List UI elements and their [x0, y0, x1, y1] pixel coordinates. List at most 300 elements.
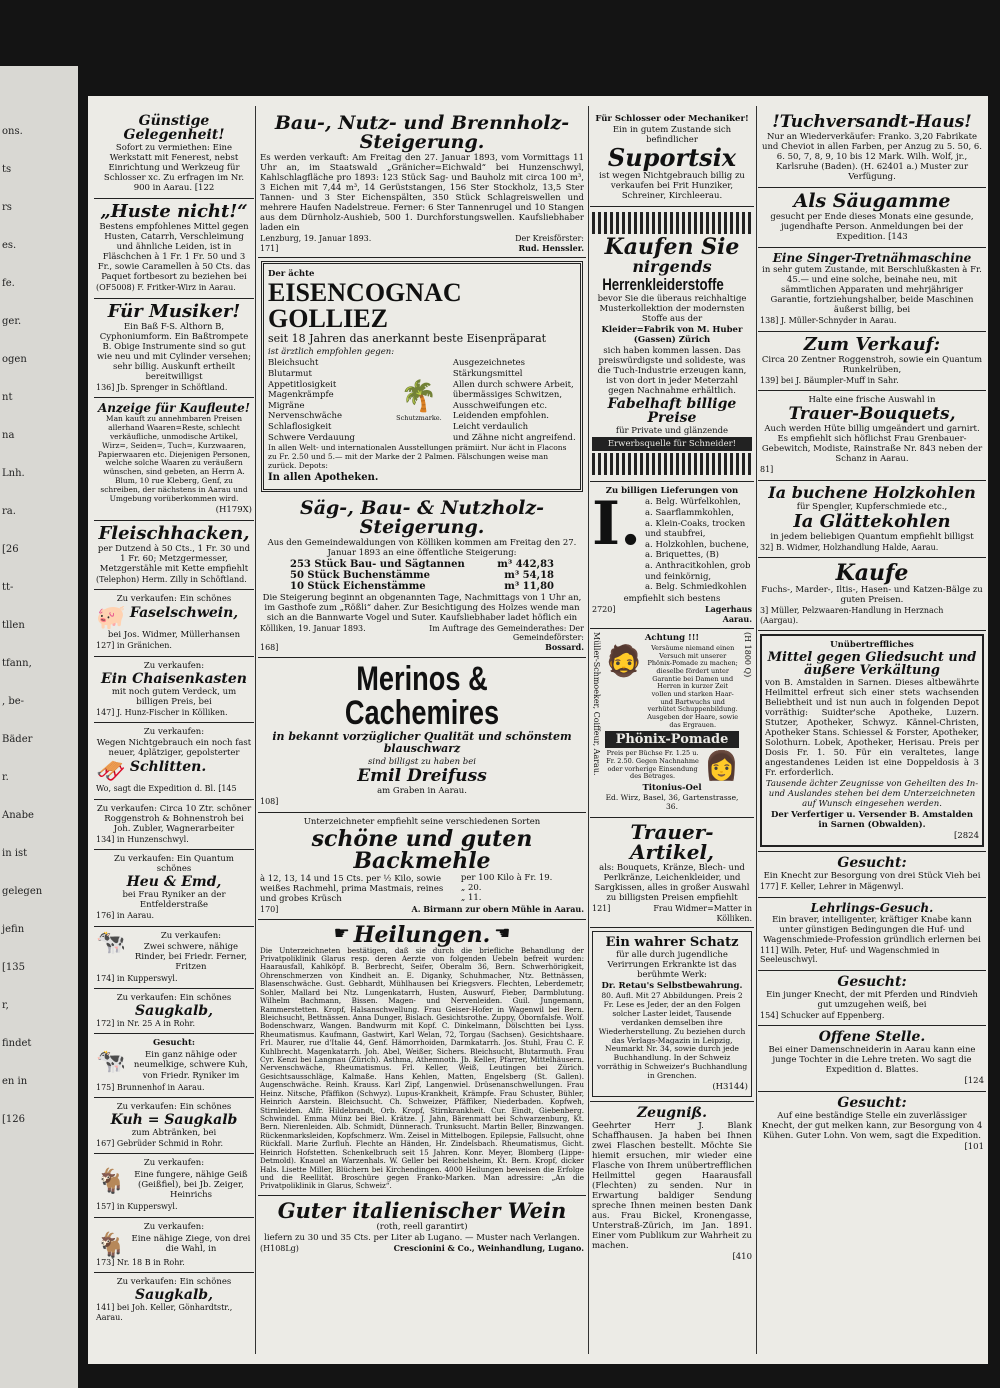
ad-signature: Crescionini & Co., Weinhandlung, Lugano. — [393, 1242, 584, 1253]
ad-title: Suportsix — [607, 143, 737, 173]
ad-phoenix-pomade — [590, 629, 754, 818]
lot-cell: 10 Stück Eichenstämme — [290, 580, 426, 592]
ad-ref: 81] — [760, 465, 774, 475]
ad-heilungen — [258, 920, 586, 1196]
ad-ref: (Telephon) Herm. Zilly in Schöftland. — [96, 574, 247, 584]
ad-intro: Der ächte — [268, 269, 315, 280]
ad-offene-stelle — [758, 1026, 986, 1092]
ad-body: Zu verkaufen: Circa 10 Ztr. schöner Roggenstroh & Bohnenstroh bei Joh. Zubler, Wagnerarbeiter — [96, 803, 252, 834]
ad-eisencognac — [261, 261, 583, 491]
column-1 — [94, 110, 254, 1354]
strip-fragment: ger. — [2, 316, 22, 327]
strip-fragment: ogen — [2, 354, 27, 365]
sleigh-icon: 🛷 — [96, 757, 126, 786]
ad-rinder — [94, 927, 254, 990]
ad-title: Offene Stelle. — [818, 1029, 926, 1046]
ad-signature: Rud. Henssler. — [518, 242, 584, 253]
ad-ref: (H179X) — [215, 504, 252, 515]
ad-ref: 172] in Nr. 25 A in Rohr. — [96, 1019, 195, 1029]
ad-body: liefern zu 30 und 35 Cts. per Liter ab Lugano. — Muster nach Verlangen. — [264, 1232, 580, 1243]
ad-ref: [101 — [964, 1142, 984, 1153]
palm-trademark-icon: 🌴 — [400, 379, 438, 415]
ad-title: schöne und guten Backmehle — [311, 825, 533, 874]
ad-ref: 141] bei Joh. Keller, Gönhardtstr., Aarau. — [96, 1303, 233, 1322]
ad-initial: I. — [592, 489, 641, 560]
ad-kaufleute — [94, 398, 254, 520]
ad-subtitle: nirgends — [632, 257, 712, 277]
ad-musiker — [94, 299, 254, 399]
ad-title: Herrenkleiderstoffe — [602, 275, 724, 295]
ad-price: Preis per Büchse Fr. 1.25 u. Fr. 2.50. Gegen Nachnahme oder vorherige Einsendung des Betrages. — [606, 749, 699, 781]
ad-body: Ein braver, intelligenter, kräftiger Knabe kann unter günstigen Bedingungen die Huf- und Wagenschmiede-Profession gründlich erlernen bei — [763, 914, 981, 945]
ad-intro: Zu verkaufen: Ein Quantum schönes — [114, 854, 234, 875]
ad-ref: 167] Gebrüder Schmid in Rohr. — [96, 1138, 224, 1148]
ad-title: Anzeige für Kaufleute! — [97, 401, 251, 416]
ad-title: Gesucht: — [837, 973, 907, 990]
ad-schlitten — [94, 723, 254, 799]
ad-trauer-artikel — [590, 818, 754, 928]
ad-signer-role: Im Auftrage des Gemeinderathes: Der Gemeindeförster: — [429, 623, 584, 643]
ad-holzkohlen — [758, 481, 986, 558]
ad-title: Kuh = Saugkalb — [110, 1111, 238, 1128]
ad-ref: 177] F. Keller, Lehrer in Mägenwyl. — [760, 882, 904, 892]
ad-title: „Huste nicht!“ — [100, 201, 248, 223]
strip-fragment: Lnh. — [2, 468, 25, 479]
ad-body: sind billigst zu haben bei — [368, 757, 476, 768]
ad-ref: [2824 — [954, 831, 979, 842]
ad-chaisenkasten — [94, 657, 254, 723]
ad-ref: 176] in Aarau. — [96, 911, 155, 921]
coal-list — [645, 497, 752, 593]
ad-roggenstroh — [94, 800, 254, 850]
ad-ref: [410 — [732, 1252, 752, 1263]
ad-body: für alle durch jugendliche Verirrungen Erkrankte ist das berühmte Werk: — [607, 950, 737, 981]
lot-row — [260, 559, 584, 570]
ad-ref: 168] — [260, 642, 279, 652]
strip-fragment: ts — [2, 164, 12, 175]
ad-signer-role: Der Kreisförster: — [515, 234, 584, 244]
ad-date: Kölliken, 19. Januar 1893. — [260, 623, 366, 633]
newspaper-page — [88, 96, 988, 1364]
ad-ref: 174] in Kupperswyl. — [96, 973, 178, 983]
price-item: per 100 Kilo à Fr. 19. — [460, 872, 553, 883]
strip-fragment: [135 — [2, 962, 25, 973]
ad-intro: Unübertreffliches — [830, 640, 914, 650]
ad-title: Mittel gegen Gliedsucht und äußere Verkältung — [767, 650, 977, 679]
ad-herrenkleider — [590, 207, 754, 482]
ad-body: Bestens empfohlenes Mittel gegen Husten, Catarrh, Verschleimung und ähnliche Leiden, ist in Fläschchen à 1 Fr. 1 Fr. 50 und 3 Fr., sowie Caramellen à 50 Cts. das Paquet fortbesort zu beziehen bei — [97, 222, 251, 283]
ad-suportsix — [590, 110, 754, 207]
ad-ziege — [94, 1218, 254, 1273]
ad-ref: 138] J. Müller-Schnyder in Aarau. — [760, 316, 897, 326]
ad-body: bevor Sie die überaus reichhaltige Musterkollektion der modernsten Stoffe aus der — [597, 294, 747, 325]
vertical-text: Müller-Schmoeker, Coiffeur, Aarau. — [592, 632, 601, 776]
ad-intro: Für Schlosser oder Mechaniker! — [595, 114, 749, 124]
ad-body: Auf eine beständige Stelle ein zuverlässiger Knecht, der gut melken kann, zur Besorgung von 4 Kühen. Guter Lohn. Von wem, sagt die Expedition. — [761, 1111, 983, 1142]
ad-signature: Bossard. — [545, 641, 584, 652]
hand-pointer-left-icon: ☛ — [333, 922, 350, 944]
ad-ref: 136] Jb. Sprenger in Schöftland. — [96, 382, 228, 392]
ad-body: Wegen Nichtgebrauch ein noch fast neuer, 4plätziger, gepolsterter — [96, 738, 252, 759]
hand-pointer-right-icon: ☚ — [494, 922, 511, 944]
ad-kaufe — [758, 558, 986, 631]
ad-ref: (H108Lg) — [260, 1243, 299, 1253]
ad-body: Circa 20 Zentner Roggenstroh, sowie ein Quantum Runkelrüben, — [761, 354, 983, 375]
ad-ref: 121] — [592, 904, 611, 914]
ad-backmehle — [258, 813, 586, 920]
ad-fleischhacken — [94, 521, 254, 590]
ad-gesucht-knecht-3 — [758, 1092, 986, 1157]
ornament-band — [592, 212, 752, 234]
column-rule — [255, 106, 256, 1354]
ad-title: Merinos & Cachemires — [344, 659, 500, 732]
ad-body: Eine fungere, nähige Geiß (Geißfiel), bei Jb. Zeiger, Heinrichs — [134, 1170, 248, 1201]
ad-title: Phönix-Pomade — [605, 731, 739, 748]
ad-signature: Der Verfertiger u. Versender B. Amstalden in Sarnen (Obwalden). — [770, 810, 974, 831]
ad-intro: Zu verkaufen: Ein schönes — [116, 1277, 232, 1288]
ad-title: Zum Verkauf: — [803, 333, 941, 355]
ad-huste-nicht — [94, 199, 254, 299]
benefit-list — [453, 358, 576, 443]
ad-body: Ein junger Knecht, der mit Pferden und Rindvieh gut umzugehen weiß, bei — [766, 989, 978, 1010]
column-2 — [258, 110, 586, 1354]
ad-title: Gesucht: — [152, 1038, 196, 1049]
ad-body: 80. Aufl. Mit 27 Abbildungen. Preis 2 Fr. Lese es Jeder, der an den Folgen solcher Laster leidet, Tausende verdanken demselben ihre Wiederherstellung. Zu beziehen durch das Verlags-Magazin in Leipzig, Neumarkt Nr. 34, sowie durch jede Buchhandlung. In der Schweiz vorräthig in Schweizer's Buchhandlung in Grenchen. — [596, 991, 748, 1080]
ad-title: Als Säugamme — [793, 190, 951, 213]
pig-icon: 🐖 — [96, 603, 126, 632]
ad-zum-verkauf — [758, 332, 986, 391]
ad-ref: (H3144) — [712, 1081, 748, 1092]
goat-icon: 🐐 — [96, 1167, 126, 1196]
ad-body: in sehr gutem Zustande, mit Berschlußkasten à Fr. 45.— und eine solche, beinahe neu, mit sämmtlichen Apparaten und mehrjähriger Garantie, fortziehungshalber, beide Maschinen äußerst billig, bei — [762, 265, 982, 316]
coal-item: a. Holzkohlen, buchene, — [644, 539, 749, 550]
merchant-place: am Graben in Aarau. — [377, 786, 467, 797]
ad-body: Zwei schwere, nähige Rinder, bei Friedr. Ferner, Fritzen — [134, 941, 247, 972]
ad-holz-steigerung — [258, 110, 586, 258]
ad-title: Fabelhaft billige Preise — [607, 396, 737, 427]
ad-lehrling — [758, 898, 986, 971]
ad-title: Gesucht: — [837, 1095, 907, 1112]
ad-body: Ein Knecht zur Besorgung von drei Stück Vieh bei — [763, 871, 981, 882]
benefit-item: Allen durch schwere Arbeit, — [452, 379, 574, 390]
strip-fragment: r, — [2, 1000, 9, 1011]
lady-figure-icon: 👩 — [704, 749, 739, 783]
ad-body: Nur an Wiederverkäufer: Franko. 3,20 Fabrikate und Cheviot in allen Farben, per Anzug zu 5. 50, 6. 6. 50, 7, 8, 9, 10 bis 12 Mark. Wilh. Wolf, jr., Karlsruhe (Baden). (H. 62401 a.) Muster zur Verfügung. — [761, 132, 982, 183]
ad-ref: 108] — [260, 797, 279, 807]
ad-ref: 147] J. Hunz-Fischer in Kölliken. — [96, 707, 228, 717]
strip-fragment: in ist — [2, 848, 28, 859]
benefit-item: Ausgezeichnetes — [452, 358, 526, 369]
ad-body: in bekannt vorzüglicher Qualität und schönstem blauschwarz — [272, 729, 572, 756]
ad-intro: Unterzeichneter empfiehlt seine verschiedenen Sorten — [303, 816, 541, 827]
ad-body: mit noch gutem Verdeck, um billigen Preis, bei — [111, 686, 237, 707]
ad-body: gesucht per Ende dieses Monats eine gesunde, jugendhafte Person. Anmeldungen bei der Expedition. [143 — [770, 212, 974, 243]
ad-title: Trauer-Bouquets, — [788, 404, 956, 425]
ad-title: Zeugniß. — [636, 1104, 708, 1121]
ad-title: Günstige Gelegenheit! — [123, 113, 225, 143]
benefit-item: übermässiges Schwitzen, — [452, 390, 563, 401]
ad-body: empfiehlt sich bestens — [623, 593, 721, 604]
ad-title: Heu & Emd, — [126, 874, 222, 891]
strip-fragment: [126 — [2, 1114, 25, 1125]
ad-intro: Zu verkaufen: — [143, 660, 205, 671]
ad-signature: Frau Widmer=Matter in Kölliken. — [653, 904, 752, 923]
lot-row — [260, 570, 584, 581]
price-item: „ 20. — [460, 882, 482, 893]
ad-title: Ein wahrer Schatz — [605, 935, 739, 951]
ad-title: Ia Glättekohlen — [793, 510, 951, 532]
benefit-item: Leidenden empfohlen. — [452, 411, 549, 422]
ad-ref: 175] Brunnenhof in Aarau. — [96, 1082, 205, 1092]
ad-ref: (OF5008) F. Fritker-Wirz in Aarau. — [96, 283, 236, 293]
indication-item: Schwere Verdauung — [268, 432, 355, 443]
ad-note: In allen Welt- und internationalen Ausstellungen prämiirt. Nur ächt in Flacons zu Fr. 2.50 und 5.— mit der Marke der 2 Palmen. Fälschungen weise man zurück. Depots: — [268, 443, 567, 470]
ad-title: Schlitten. — [129, 759, 207, 776]
indication-item: Appetitlosigkeit — [268, 379, 337, 390]
lot-row — [260, 581, 584, 592]
ad-title: Kaufen Sie — [604, 234, 740, 261]
ad-ref: 171] — [260, 243, 279, 253]
ad-body: Geehrter Herr J. Blank Schaffhausen. Ja haben bei Ihnen zwei Flaschen bestellt. Möchte Sie hiemit ersuchen, mir wieder eine Flasche von Ihrem unübertrefflichen Heilmittel gegen Haarausfall (Flechten) zu senden. Nur in Erwartung baldiger Sendung spreche Ihnen meinen besten Dank aus. Frau Bickel, Kronengasse, Unterstraß-Zürich, im Jan. 1891. Einer vom Publikum zur Wahrheit zu machen. — [592, 1120, 752, 1252]
indication-item: Bleichsucht — [268, 358, 319, 369]
ad-heu-emd — [94, 850, 254, 927]
price-item: „ 11. — [460, 892, 482, 903]
ad-body: Fuchs-, Marder-, Iltis-, Hasen- und Katzen-Bälge zu guten Preisen. — [761, 585, 983, 606]
ad-body: Eine nähige Ziege, von drei die Wahl, in — [131, 1233, 251, 1254]
ad-zeugniss — [590, 1102, 754, 1267]
cow-icon: 🐄 — [96, 1047, 126, 1076]
ad-gesucht-knecht-1 — [758, 852, 986, 897]
indication-item: Schlaflosigkeit — [268, 422, 332, 433]
ad-kuh-saugkalb — [94, 1098, 254, 1154]
ad-ref: 32] B. Widmer, Holzhandlung Halde, Aarau. — [760, 542, 939, 552]
ad-faselschwein — [94, 590, 254, 656]
ad-ref: 154] Schucker auf Eppenberg. — [760, 1010, 885, 1020]
ad-saeugamme — [758, 188, 986, 248]
ad-naehmaschine — [758, 248, 986, 332]
ad-ref: 170] — [260, 904, 279, 914]
ad-body: Aus den Gemeindewaldungen von Kölliken kommen am Freitag den 27. Januar 1893 an eine öffentliche Steigerung: — [267, 537, 577, 558]
ad-title: Für Musiker! — [107, 300, 241, 322]
indication-item: Magenkrämpfe — [268, 390, 334, 401]
strip-fragment: tllen — [2, 620, 25, 631]
ad-ref: [124 — [964, 1076, 984, 1087]
lot-cell: m³ 442,83 — [497, 558, 554, 570]
strip-fragment: gelegen — [2, 886, 43, 897]
ad-body: Die Unterzeichneten bestätigen, daß sie durch die briefliche Behandlung der Privatpoliklinik Glarus resp. deren Aerzte von folgenden Uebeln befreit wurden: Haarausfall, Kahlköpf. B. Berbrecht, Seifer, Oberalm 36, Bern. Schwerhörigkeit, Ohrenschmerzen von Kindheit an. E. Diganky, Schuhmacher, Ntz. Bettnässen, Blasenschwäche. Gust. Gebhardt, Mühlhausen bei Kriegsvers. Flechten, Leberdemetr, Sohler, Mallard bei Ntz. Lungenkatarrh, Husten, Auswurf, Fieber, Darmblutung. Wilhelm Bachmann, Bissen. Magen- und Nervenleiden. Guil. Jungemann, Rammerstetten. Kropf, Halsanschwellung. Frau Geiser-Hofer in Wagenwil bei Bern. Bleichsucht, Bettnässen. Anna Dunger, Bislach. Gesichtsrothe. Zuppy, Obornfalsfe. Wolf. Bodenschwarz, Wangen. Bandwurm mit Kopf. C. Dinkelmann, Dölschtten bei Lyss. Rheumatismus. Kaufmann, Gastwirt, Karl Welan, 72, Torgau (Sachsen). Gesichtshaare. Frl. Maurer, rue d'Italie 44, Genf. Hämorrhoiden, Darmkatarrh. Jos. Stuhl, Frau C. F. Kuhlbrecht. Magenkatarrh. Joh. Abel, Weißer, Sichers. Bleichsucht, Blutarmuth. Frau Cyr. Kenzi bei Langnau (Zürich). Asthma, Athemnoth. Jb. Keller, Pfarrer, Mittelhäusern. Nervenschwäche, Rheumatismus. Frl. Keller, Weiß, Leutingen bei Zürich. Gesichtsausschläge, Kalmaße. Hans Kehlen, Matten, Engelsberg (St. Gallen). Augenschwäche. Reinh. Krauss. Karl Zipf, Langenwiel. Drüsenanschwellungen. Frau Heinz. Nitsche, Pfäffikon (Schwyz). Lupus-Krankheit, Krämpfe. Frau Schuster, Bühler, Heinrich Aarstein. Bleichsucht. Ch. Schweizer, Pfäffiker, Niederbaden. Kopfweh, Stirnleiden. Alfr. Hildebrandt, Orb. Kropf, Stirnkrankheit. Cur. Eindt, Giebenberg. Schwindel. Emma Münz bei Biel. Krätze. J. Jahn, Bärenmatt bei Schwarzenburg, Kt. Bern. Nierenleiden. Alb. Schmidt, Dünnerach. Trunksucht. Martin Beller, Binzwangen. Rückenmarksleiden, Kopfschmerz. Wm. Zeisel in Mittelbogen. Epilepsie, Fallsucht, ohne Rückfall. Marie Zurfluh. Flechte an Händen, Hr. Zindelsbach. Rheumatismus, Gicht. Heinrich Hofstetten. Schenkelbruch seit 15 Jahren. Konr. Meyer, Blomberg (Lippe-Detmold). Knauel an Warzenhals. W. Geller bei Reichelsheim, Kt. Bern. Kropf, dicker Hals. Lisette Miller, Blüchern bei Kirchendingen. 4000 Heilungen beweisen die Erfolge und die Reellität. Broschüre gegen Franko-Marken. Man adressire: „An die Privatpoliklinik in Glarus, Schweiz“. — [260, 945, 584, 1191]
trademark-label: Schutzmarke. — [396, 414, 442, 423]
ad-title: Ia buchene Holzkohlen — [768, 482, 976, 502]
ad-wein — [258, 1196, 586, 1258]
price-list — [461, 873, 584, 905]
ad-title: Säg-, Bau- & Nutzholz-Steigerung. — [299, 496, 544, 538]
ad-body: Man kauft zu annehmbaren Preisen allerhand Waaren=Reste, schlecht verkäufliche, unmodische Artikel, Wirz=, Seiden=, Tuch=, Kurzwaaren, Papierwaaren etc. Diejenigen Personen, welche solche Waaren zu veräußern wünschen, sind gebeten, an Herrn A. Blum, 10 rue Kleberg, Genf, zu schreiben, der nächstens in Aarau und Umgebung vorüberkommen wird. — [97, 414, 251, 503]
ad-signature: A. Birmann zur obern Mühle in Aarau. — [411, 903, 584, 914]
ad-title: Gesucht: — [837, 855, 907, 872]
coal-item: a. Anthracitkohlen, grob und feinkörnig, — [644, 561, 751, 582]
ad-saeg-steigerung — [258, 495, 586, 658]
strip-fragment: r. — [2, 772, 9, 783]
ad-body: für Private und glänzende — [615, 426, 729, 437]
ad-body: Auch werden Hüte billig umgeändert und garnirt. Es empfiehlt sich höflichst Frau Grenbauer-Gebewitch, Modiste, Rainstraße Nr. 843 neben der Schanz in Aarau. — [761, 424, 983, 465]
coal-item: a. Saarflammkohlen, — [644, 507, 734, 518]
ad-trauer-bouquets — [758, 391, 986, 481]
ad-tuchversandt — [758, 110, 986, 188]
strip-fragment: es. — [2, 240, 17, 251]
ad-title: Saugkalb, — [135, 1003, 213, 1020]
ad-body: à 12, 13, 14 und 15 Cts. per ½ Kilo, sowie weißes Rachmehl, prima Mastmais, reines und grobes Krüsch — [260, 873, 444, 904]
ad-intro: Achtung !!! — [644, 633, 700, 644]
indication-item: Migräne — [268, 400, 305, 411]
strip-fragment: tfann, — [2, 658, 32, 669]
column-3 — [590, 110, 754, 1354]
ad-title: Faselschwein, — [129, 605, 239, 622]
lot-list — [260, 559, 584, 592]
ad-subtitle: (roth, reell garantirt) — [376, 1221, 468, 1232]
ad-body: Tausende ächter Zeugnisse von Geheilten des In- und Auslandes stehen bei dem Unterzeichneten auf Wunsch eingesehen werden. — [765, 779, 979, 810]
ad-gelegenheit — [94, 110, 254, 199]
ad-title: Eine Singer-Tretnähmaschine — [772, 251, 972, 266]
ad-intro: Zu billigen Lieferungen von — [605, 486, 739, 497]
coal-item: a. Klein-Coaks, trocken und staubfrei, — [644, 518, 746, 540]
ad-ref: 2720] — [592, 604, 616, 614]
goat-icon: 🐐 — [96, 1230, 126, 1259]
ad-merinos — [258, 658, 586, 813]
ad-body: Sofort zu vermiethen: Eine Werkstatt mit Fenerest, nebst Einrichtung und Werkzeug für Schlosser xc. Zu erfragen im Nr. 900 in Aarau. [122 — [103, 143, 245, 194]
strip-fragment: jefin — [2, 924, 25, 935]
indication-item: Nervenschwäche — [268, 411, 343, 422]
ad-body: Ein in gutem Zustande sich befindlicher — [612, 125, 732, 146]
ad-subtitle: Erwerbsquelle für Schneider! — [592, 437, 752, 451]
benefit-item: Stärkungsmittel — [452, 368, 523, 379]
ad-date: Lenzburg, 19. Januar 1893. — [260, 234, 372, 244]
ad-intro: Zu verkaufen: — [160, 930, 222, 941]
strip-fragment: Anabe — [2, 810, 34, 821]
ad-body: per Dutzend à 50 Cts., 1 Fr. 30 und 1 Fr. 60; Metzgermesser, Metzgerstähle mit Kette empfiehlt — [97, 543, 251, 574]
ad-ref: 173] Nr. 18 B in Rohr. — [96, 1257, 185, 1267]
ad-title: Kaufe — [835, 560, 909, 587]
ad-gesucht-kuh — [94, 1034, 254, 1098]
strip-fragment: Bäder — [2, 734, 33, 745]
strip-fragment: fe. — [2, 278, 15, 289]
lot-cell: m³ 54,18 — [504, 569, 554, 581]
coal-item: a. Belg. Würfelkohlen, — [644, 497, 741, 508]
strip-fragment: , be- — [2, 696, 25, 707]
benefit-item: Ausschweifungen etc. — [452, 400, 548, 411]
ad-subtitle: seit 18 Jahren das anerkannt beste Eisenpräparat — [268, 332, 547, 346]
ad-body: für Spengler, Kupferschmiede etc., — [796, 501, 948, 512]
ad-body: bei Jos. Widmer, Müllerhansen — [107, 630, 241, 641]
ad-ref: 139] bei J. Bäumpler-Muff in Sahr. — [760, 375, 899, 385]
strip-fragment: [26 — [2, 544, 19, 555]
ad-body: Es werden verkauft: Am Freitag den 27. Januar 1893, vom Vormittags 11 Uhr an, im Staatswald „Gränicher=Eichwald“ bei Hunzenschwyl, Kahlschlagfläche pro 1893: 123 Stück Sag- und Bauholz mit circa 100 m³, 3 Eichen mit 7,44 m³, 14 Gerüststangen, 156 Ster Stockholz, 13,5 Ster Tannen- und 3 Ster Eichenspälten, 350 Stück Schlagreiswellen und mehrere Haufen Nadelstreue. Ferner: 6 Ster Tannenrugel und 10 Stangen aus dem Dürnholz-Aushieb, 500 1. Durchforstungswellen. Kaufsliebhaber laden ein — [260, 153, 584, 234]
ad-title: Guter italienischer Wein — [277, 1197, 567, 1223]
strip-fragment: rs — [2, 202, 12, 213]
strip-fragment: na — [2, 430, 15, 441]
ad-title: Trauer-Artikel, — [629, 820, 715, 865]
adjacent-page-strip — [0, 66, 78, 1388]
column-4 — [758, 110, 986, 1354]
ad-body: Ein ganz nähige oder neumelkige, schwere Kuh, von Friedr. Ryniker im — [133, 1050, 248, 1081]
ad-title: Lehrlings-Gesuch. — [810, 900, 934, 915]
ad-gliedsucht — [758, 631, 986, 852]
ad-body: als: Bouquets, Kränze, Blech- und Perlkränze, Leichenkleider, und Sargkissen, alles in großer Auswahl zu billigsten Preisen empfiehlt — [594, 863, 750, 904]
cow-icon: 🐄 — [96, 927, 126, 956]
indication-item: Blutarmut — [268, 368, 312, 379]
ad-ref: 134] in Hunzenschwyl. — [96, 834, 189, 844]
ad-title: Fleischhacken, — [98, 522, 250, 544]
ornament-band — [592, 453, 752, 475]
strip-fragment: tt- — [2, 582, 14, 593]
ad-ref: 157] in Kupperswyl. — [96, 1202, 178, 1212]
lot-cell: 50 Stück Buchenstämme — [290, 569, 430, 581]
ad-body: Ein Baß F-S. Althorn B, Cyphoniumform. Ein Baßtrompete B. Obige Instrumente sind so gut wie neu und mit Cylinder versehen; sehr billig. Auskunft ertheilt bereitwilligst — [97, 321, 251, 382]
ad-wahrer-schatz — [590, 928, 754, 1102]
ad-depot: Ed. Wirz, Basel, 36, Gartenstrasse, 36. — [605, 793, 739, 812]
ad-geiss — [94, 1154, 254, 1218]
ad-intro: Zu verkaufen: Ein schönes — [116, 993, 232, 1003]
ad-ref: 3] Müller, Pelzwaaren-Handlung in Herznach (Aargau). — [760, 606, 944, 625]
strip-fragment: nt — [2, 392, 13, 403]
ad-title: !Tuchversandt-Haus! — [772, 112, 972, 132]
ad-body: ist wegen Nichtgebrauch billig zu verkaufen bei Frit Hunziker, Schreiner, Kirchleerau. — [599, 171, 745, 202]
coal-item: a. Belg. Schmiedkohlen — [644, 582, 747, 593]
book-title: Dr. Retau's Selbstbewahrung. — [601, 981, 743, 992]
ad-body: Die Steigerung beginnt an obgenannten Tage, Nachmittags von 1 Uhr an, im Gasthofe zum „Rößli“ daher. Zur Besichtigung des Holzes wende man sich an die Bannwarte Vogel und Suter. Kaufsliebhaber ladet höflich ein — [262, 592, 582, 623]
column-rule — [756, 106, 757, 1354]
ad-ref: 111] Wilh. Peter, Huf- und Wagenschmied in Seeleuschwyl. — [760, 945, 940, 965]
benefit-item: und Zähne nicht angreifend. — [452, 432, 576, 443]
ad-subtitle: Titonius-Oel — [642, 783, 702, 794]
ad-body: bei Frau Ryniker an der Entfelderstraße — [122, 890, 226, 911]
ad-title: Saugkalb, — [135, 1287, 213, 1304]
ad-body: zum Abtränken, bei — [131, 1127, 217, 1138]
merchant-name: Emil Dreifuss — [357, 766, 487, 787]
ad-signature: Lagerhaus Aarau. — [704, 603, 752, 624]
ad-intro: Zu verkaufen: — [143, 1221, 205, 1232]
ad-kohlen — [590, 482, 754, 629]
ad-intro: Zu verkaufen: Ein schönes — [116, 1101, 232, 1112]
ad-title: Ein Chaisenkasten — [101, 670, 247, 687]
ad-intro: Zu verkaufen: — [143, 1158, 205, 1169]
strip-fragment: ra. — [2, 506, 16, 517]
ad-intro: Zu verkaufen: Ein schönes — [116, 594, 232, 605]
ad-body: Versäume niemand einen Versuch mit unserer Phönix-Pomade zu machen; dieselbe fördert unter Garantie bei Damen und Herren in kurzer Zeit vollen und starken Haar- und Bartwuchs und verhütet Schuppenbildung. Ausgeben der Haare, sowie das Ergrauen. — [647, 644, 739, 729]
ad-title: Heilungen. — [353, 921, 491, 948]
ad-title: EISENCOGNAC GOLLIEZ — [268, 278, 462, 334]
ad-title: Bau-, Nutz- und Brennholz-Steigerung. — [274, 112, 570, 153]
ad-subtitle: ist ärztlich empfohlen gegen: — [268, 347, 395, 358]
vertical-text: (H 1800 Q) — [743, 632, 752, 678]
ad-gesucht-knecht-2 — [758, 971, 986, 1026]
ad-ref: 127] in Gränichen. — [96, 641, 172, 651]
column-rule — [588, 106, 589, 1354]
merchant-name: Kleider=Fabrik von M. Huber (Gassen) Zürich — [601, 325, 743, 346]
indication-list — [268, 358, 385, 443]
strip-fragment: ons. — [2, 126, 23, 137]
ad-intro: Zu verkaufen: — [143, 727, 205, 738]
ad-body: von B. Amstalden in Sarnen. Dieses altbewährte Heilmittel erfreut sich einer stets wachsenden Beliebtheit und ist nun auch in folgenden Depot vorräthig: Suidter'sche Apotheke, Luzern. Stutzer, Apotheker, Schwyz. Kännel-Christen, Apotheker Stans. Schiessel & Forster, Apotheker, Solothurn. Lobek, Apotheker, Herisau. Preis per Dosis Fr. 1. 50. Für ein veraltetes, lange angestandenes Leiden ist eine Doppeldosis à 3 Fr. erforderlich. — [765, 678, 979, 779]
gentleman-figure-icon: 🧔 — [605, 644, 643, 680]
benefit-item: Leicht verdaulich — [452, 422, 529, 433]
ad-body: sich haben kommen lassen. Das preiswürdigste und solideste, was die Tuch-Industrie erzeugen kann, ist von dort in jeder Meterzahl gegen Nachnahme erhältlich. — [597, 346, 747, 397]
strip-fragment: findet — [2, 1038, 32, 1049]
ad-intro: Halte eine frische Auswahl in — [808, 395, 936, 406]
lot-cell: m³ 11,80 — [504, 580, 554, 592]
ad-depot: In allen Apotheken. — [268, 471, 379, 483]
ad-body: Bei einer Damenschneiderin in Aarau kann eine junge Tochter in die Lehre treten. Wo sagt die Expedition d. Blattes. — [768, 1045, 976, 1076]
coal-item: a. Briquettes, (B) — [644, 550, 719, 561]
